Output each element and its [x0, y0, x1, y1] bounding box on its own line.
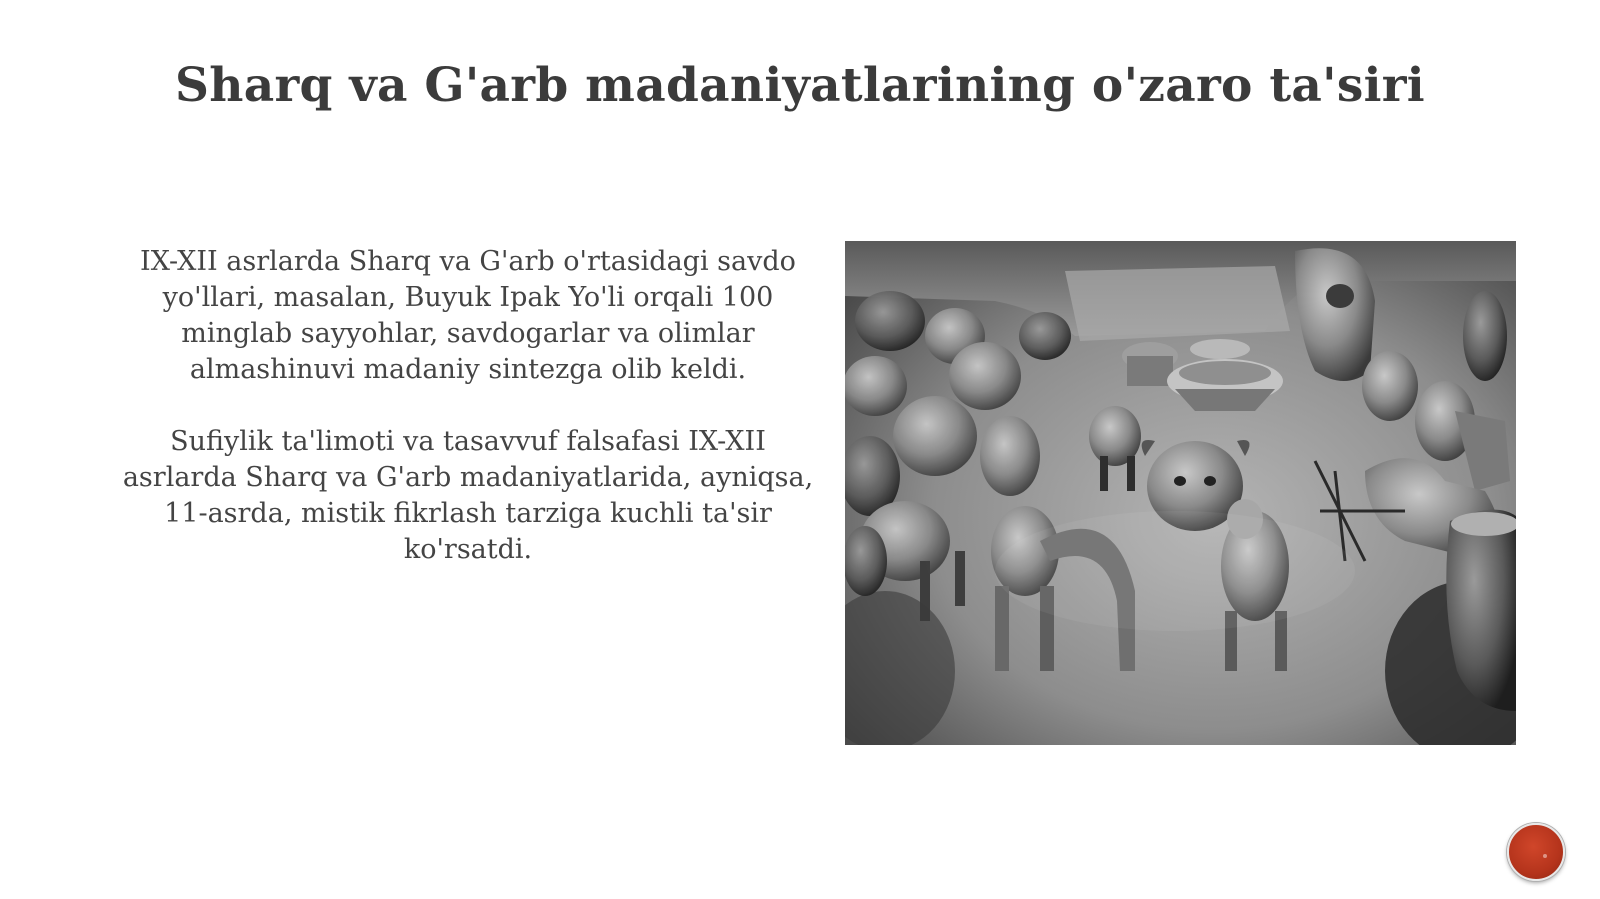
slide-body: [118, 244, 818, 568]
paragraph-sufism: Sufiylik ta'limoti va tasavvuf falsafasi IX-XII asrlarda Sharq va G'arb madaniyatlarida, ayniqsa, 11-asrda, mistik fikrlash tarziga kuchli ta'sir ko'rsatdi.: [122, 426, 814, 565]
slide-nav-button[interactable]: [1507, 823, 1565, 881]
photo-illustration: [845, 241, 1516, 745]
circle-button-icon: [1543, 854, 1547, 858]
paragraph-spacer: [118, 388, 818, 424]
clay-figurines-photo: [845, 241, 1516, 745]
paragraph-silk-road: IX-XII asrlarda Sharq va G'arb o'rtasidagi savdo yo'llari, masalan, Buyuk Ipak Yo'li orqali 100 minglab sayyohlar, savdogarlar va olimlar almashinuvi madaniy sintezga olib keldi.: [140, 246, 796, 385]
slide-title: Sharq va G'arb madaniyatlarining o'zaro ta'siri: [175, 58, 1425, 113]
